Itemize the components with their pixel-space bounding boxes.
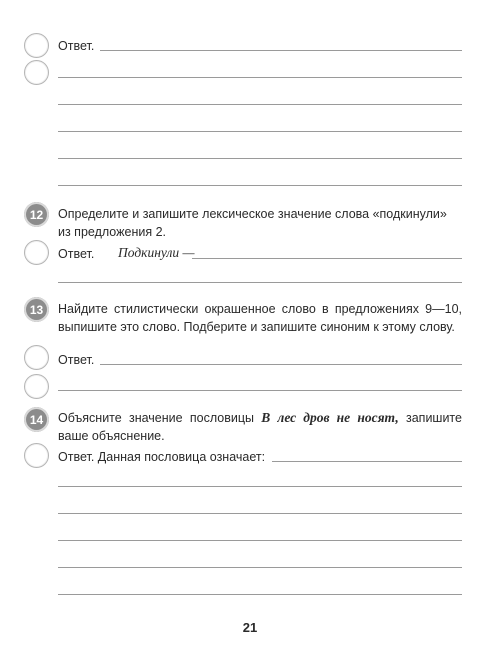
answer-checkbox[interactable] [24,345,49,370]
answer-label: Ответ. [58,247,95,261]
answer-line[interactable] [58,540,462,541]
answer-line[interactable] [58,567,462,568]
answer-label: Ответ. [58,39,95,53]
task-number-badge: 13 [24,297,49,322]
answer-label: Ответ. [58,353,95,367]
task12-text-line2: из предложения 2. [58,225,166,239]
answer-checkbox[interactable] [24,60,49,85]
answer-line[interactable] [58,185,462,186]
answer-line[interactable] [58,390,462,391]
handwritten-answer: Подкинули — [118,245,195,260]
answer-label: Ответ. Данная пословица означает: [58,450,266,464]
task14-text-before: Объясните значение пословицы [58,411,262,425]
answer-line[interactable] [58,104,462,105]
answer-line[interactable] [58,77,462,78]
answer-checkbox[interactable] [24,240,49,265]
task12-text-line1: Определите и запишите лексическое значение слова «подкинули» [58,207,447,221]
answer-line[interactable] [58,282,462,283]
answer-checkbox[interactable] [24,443,49,468]
answer-checkbox[interactable] [24,33,49,58]
proverb-text: В лес дров не носят, [261,410,399,425]
answer-line[interactable] [100,50,462,51]
answer-line[interactable] [58,158,462,159]
answer-line[interactable] [272,461,462,462]
task-number-badge: 14 [24,407,49,432]
task14-text [58,409,462,445]
answer-line[interactable] [192,258,462,259]
answer-line[interactable] [58,594,462,595]
page-number: 21 [242,620,258,635]
task14-text-after: запишите ваше объяснение. [58,411,462,443]
answer-line[interactable] [58,513,462,514]
answer-checkbox[interactable] [24,374,49,399]
task-number-badge: 12 [24,202,49,227]
answer-line[interactable] [58,131,462,132]
answer-line[interactable] [58,486,462,487]
task13-text: Найдите стилистически окрашенное слово в предложениях 9—10, выпишите это слово. Подберите и запишите синоним к этому слову. [58,302,462,334]
answer-line[interactable] [100,364,462,365]
